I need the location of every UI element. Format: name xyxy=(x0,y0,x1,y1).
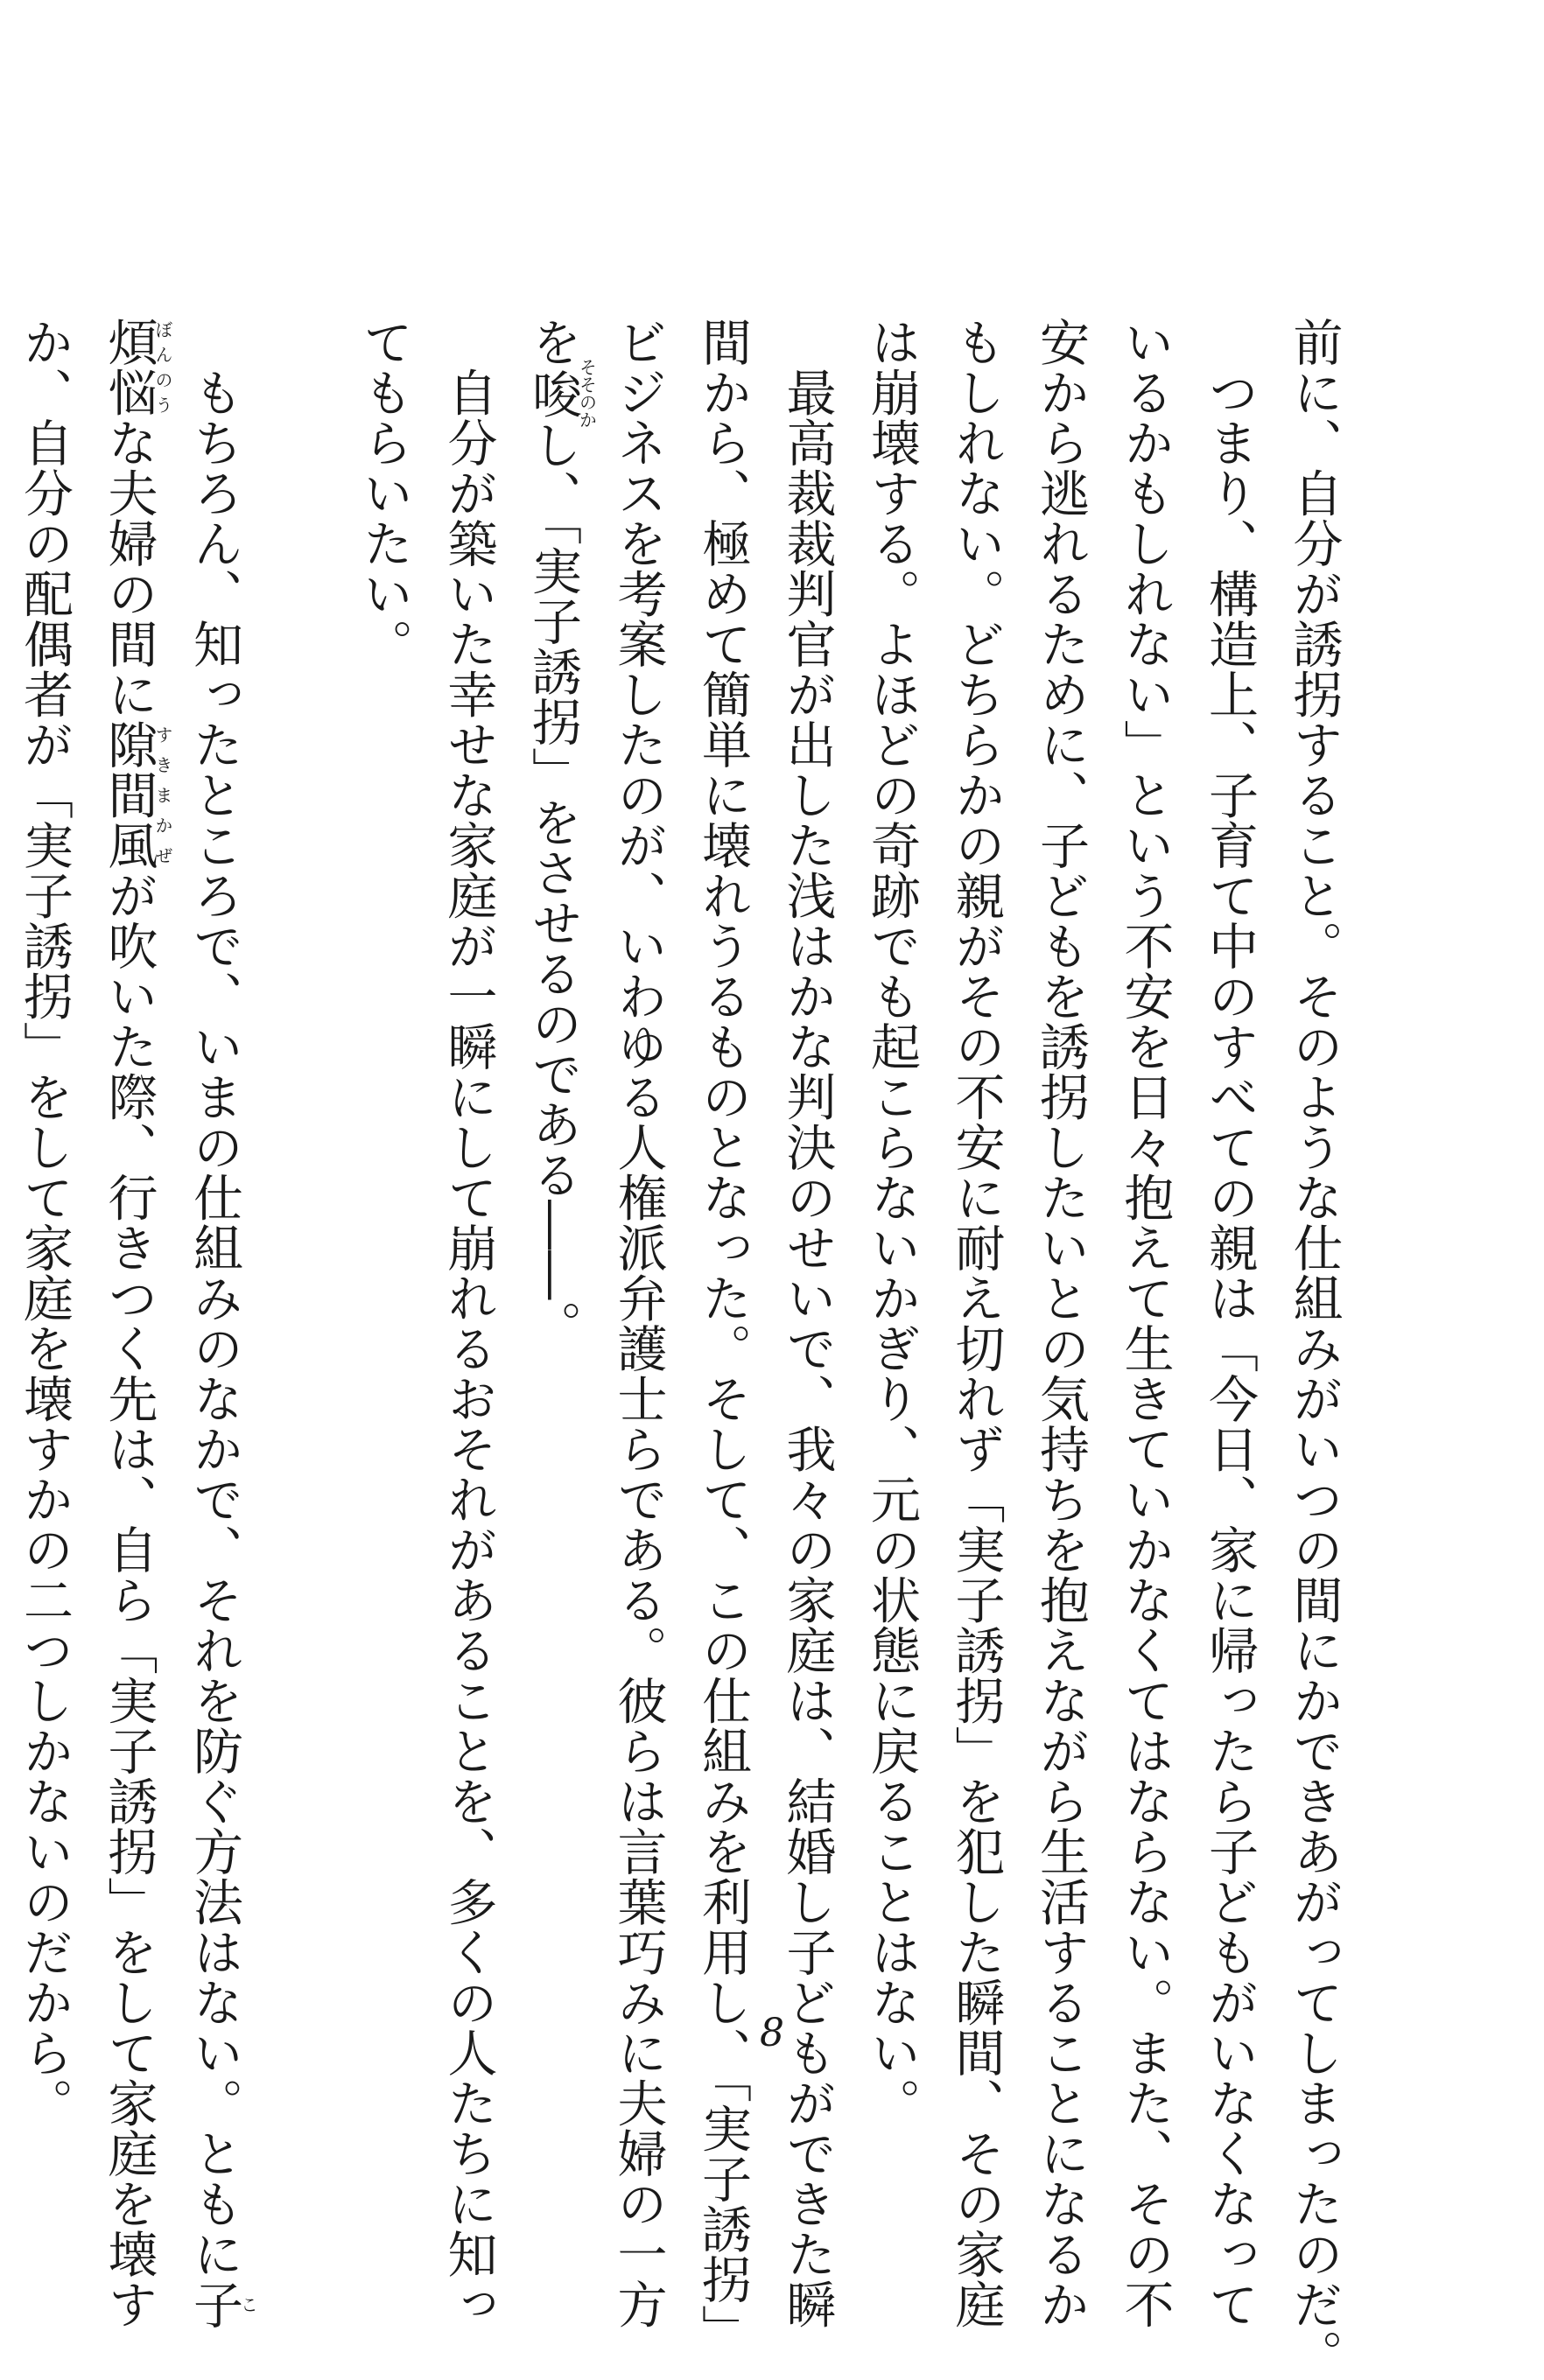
ruby-annotation xyxy=(100,317,173,417)
text-segment: な夫婦の間に xyxy=(100,417,158,719)
text-segment: てもらいたい。 xyxy=(354,317,413,669)
ruby-base: 唆 xyxy=(523,358,582,429)
text-line xyxy=(426,317,511,2329)
ruby-annotation xyxy=(523,358,598,429)
page-number: 8 xyxy=(760,2011,784,2055)
ruby-reading: そそのか xyxy=(576,358,598,429)
ruby-reading: すきまかぜ xyxy=(152,719,173,871)
text-line xyxy=(1272,317,1357,2380)
ruby-reading: ぼんのう xyxy=(152,317,173,417)
text-line xyxy=(1187,317,1272,2329)
text-line xyxy=(2,317,87,2128)
text-line xyxy=(1018,317,1103,2329)
text-segment: もちろん、知ったところで、いまの仕組みのなかで、それを防ぐ方法はない。ともに xyxy=(185,317,243,2279)
body-text xyxy=(0,317,1356,2380)
ruby-reading: こ xyxy=(237,2278,259,2329)
text-line xyxy=(680,317,765,2355)
text-segment: を xyxy=(523,317,582,368)
text-line xyxy=(1103,317,1188,2329)
text-segment: 最高裁裁判官が出した浅はかな判決のせいで、我々の家庭は、結婚し子どもができた瞬 xyxy=(778,317,836,2329)
ruby-annotation xyxy=(185,2278,259,2330)
text-line xyxy=(87,317,173,2329)
text-segment: いるかもしれない」という不安を日々抱えて生きていかなくてはならない。また、その不 xyxy=(1116,317,1174,2329)
ruby-base: 煩悩 xyxy=(100,317,158,417)
text-segment: は崩壊する。よほどの奇跡でも起こらないかぎり、元の状態に戻ることはない。 xyxy=(862,317,921,2128)
text-segment: か、自分の配偶者が「実子誘拐」をして家庭を壊すかの二つしかないのだから。 xyxy=(15,317,74,2128)
text-segment: 間から、極めて簡単に壊れうるものとなった。そして、この仕組みを利用し、「実子誘拐」 xyxy=(693,317,752,2355)
text-line xyxy=(341,317,426,1909)
text-segment: が吹いた際、行きつく先は、自ら「実子誘拐」をして家庭を壊す xyxy=(100,870,158,2329)
text-segment: つまり、構造上、子育て中のすべての親は「今日、家に帰ったら子どもがいなくなって xyxy=(1200,317,1259,2329)
text-line xyxy=(934,317,1019,2329)
text-line xyxy=(596,317,681,2329)
ruby-base: 子 xyxy=(185,2278,243,2329)
text-segment: 安から逃れるために、子どもを誘拐したいとの気持ちを抱えながら生活することになるか xyxy=(1031,317,1090,2329)
text-segment: 自分が築いた幸せな家庭が一瞬にして崩れるおそれがあることを、多くの人たちに知っ xyxy=(439,317,497,2329)
ruby-base: 隙間風 xyxy=(100,719,158,871)
text-segment: し、「実子誘拐」をさせるのである――。 xyxy=(523,419,582,1351)
text-line xyxy=(849,317,934,2128)
text-segment: ビジネスを考案したのが、いわゆる人権派弁護士らである。彼らは言葉巧みに夫婦の一方 xyxy=(609,317,667,2329)
ruby-annotation xyxy=(100,719,173,871)
text-segment: 前に、自分が誘拐すること。そのような仕組みがいつの間にかできあがってしまったのだ。 xyxy=(1285,317,1343,2380)
text-line xyxy=(172,317,259,2329)
text-segment: もしれない。どちらかの親がその不安に耐え切れず「実子誘拐」を犯した瞬間、その家庭 xyxy=(947,317,1005,2329)
text-line xyxy=(0,317,2,1909)
text-line xyxy=(510,317,596,1909)
text-line xyxy=(765,317,850,2329)
